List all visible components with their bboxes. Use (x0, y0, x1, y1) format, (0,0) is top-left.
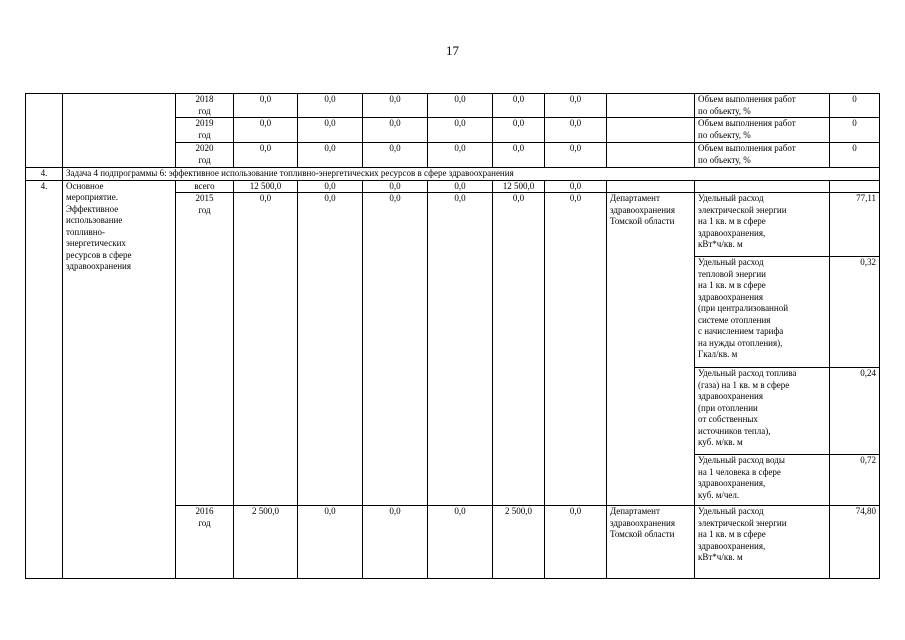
value-cell: 0,0 (545, 180, 607, 193)
value-cell: 0,0 (298, 180, 363, 193)
value-cell: 0,0 (545, 143, 607, 168)
value-cell: 0,0 (234, 143, 298, 168)
indicator-cell: Объем выполнения работ по объекту, % (695, 118, 830, 143)
indicator-value-cell: 0 (830, 143, 880, 168)
activity-name: Основное мероприятие. Эффективное использование топливно- энергетических ресурсов в сфере здравоохранения (63, 180, 176, 579)
executor-cell: Департамент здравоохранения Томской области (607, 506, 695, 579)
indicator-value-cell: 77,11 (830, 193, 880, 257)
value-cell: 0,0 (545, 118, 607, 143)
year-cell: всего (176, 180, 234, 193)
table-row (26, 180, 880, 193)
year-cell: 2015 год (176, 193, 234, 506)
value-cell: 0,0 (493, 94, 545, 118)
task-number: 4. (26, 168, 63, 181)
executor-cell (607, 94, 695, 118)
indicator-cell: Удельный расход электрической энергии на 1 кв. м в сфере здравоохранения, кВт*ч/кв. м (695, 193, 830, 257)
indicator-cell: Удельный расход тепловой энергии на 1 кв. м в сфере здравоохранения (при централизованной системе отопления с начислением тарифа на нужды отопления), Гкал/кв. м (695, 257, 830, 368)
value-cell: 0,0 (493, 193, 545, 506)
year-cell: 2020 год (176, 143, 234, 168)
indicator-cell: Объем выполнения работ по объекту, % (695, 143, 830, 168)
value-cell: 0,0 (363, 118, 428, 143)
task-row (26, 168, 880, 181)
activity-number: 4. (26, 180, 63, 579)
table-row (26, 94, 880, 118)
value-cell: 0,0 (545, 506, 607, 579)
value-cell: 0,0 (363, 94, 428, 118)
value-cell: 0,0 (428, 180, 493, 193)
year-cell: 2019 год (176, 118, 234, 143)
executor-cell: Департамент здравоохранения Томской области (607, 193, 695, 506)
value-cell: 2 500,0 (234, 506, 298, 579)
indicator-cell: Удельный расход электрической энергии на 1 кв. м в сфере здравоохранения, кВт*ч/кв. м (695, 506, 830, 579)
indicator-value-cell (830, 180, 880, 193)
year-cell: 2018 год (176, 94, 234, 118)
executor-cell (607, 180, 695, 193)
value-cell: 0,0 (363, 193, 428, 506)
task-title: Задача 4 подпрограммы 6: эффективное использование топливно-энергетических ресурсов в сфере здравоохранения (63, 168, 880, 181)
indicator-value-cell: 0 (830, 94, 880, 118)
value-cell: 0,0 (428, 143, 493, 168)
value-cell: 0,0 (234, 193, 298, 506)
page-number: 17 (446, 43, 459, 58)
budget-table (25, 93, 880, 579)
indicator-value-cell: 0,32 (830, 257, 880, 368)
value-cell: 0,0 (298, 193, 363, 506)
value-cell: 0,0 (428, 118, 493, 143)
activity-name-cell (63, 94, 176, 168)
value-cell: 12 500,0 (234, 180, 298, 193)
value-cell: 0,0 (493, 118, 545, 143)
value-cell: 12 500,0 (493, 180, 545, 193)
value-cell: 0,0 (428, 506, 493, 579)
value-cell: 0,0 (493, 143, 545, 168)
indicator-cell: Удельный расход воды на 1 человека в сфере здравоохранения, куб. м/чел. (695, 455, 830, 506)
value-cell: 0,0 (298, 506, 363, 579)
value-cell: 0,0 (545, 193, 607, 506)
value-cell: 0,0 (428, 94, 493, 118)
indicator-value-cell: 74,80 (830, 506, 880, 579)
value-cell: 0,0 (363, 180, 428, 193)
indicator-cell: Удельный расход топлива (газа) на 1 кв. м в сфере здравоохранения (при отоплении от собственных источников тепла), куб. м/кв. м (695, 368, 830, 455)
value-cell: 0,0 (234, 118, 298, 143)
indicator-value-cell: 0,24 (830, 368, 880, 455)
indicator-cell: Объем выполнения работ по объекту, % (695, 94, 830, 118)
indicator-value-cell: 0 (830, 118, 880, 143)
row-number-cell (26, 94, 63, 168)
value-cell: 0,0 (298, 94, 363, 118)
value-cell: 0,0 (363, 143, 428, 168)
indicator-value-cell: 0,72 (830, 455, 880, 506)
value-cell: 2 500,0 (493, 506, 545, 579)
year-cell: 2016 год (176, 506, 234, 579)
value-cell: 0,0 (234, 94, 298, 118)
value-cell: 0,0 (298, 143, 363, 168)
indicator-cell (695, 180, 830, 193)
executor-cell (607, 118, 695, 143)
value-cell: 0,0 (298, 118, 363, 143)
value-cell: 0,0 (545, 94, 607, 118)
value-cell: 0,0 (428, 193, 493, 506)
value-cell: 0,0 (363, 506, 428, 579)
executor-cell (607, 143, 695, 168)
